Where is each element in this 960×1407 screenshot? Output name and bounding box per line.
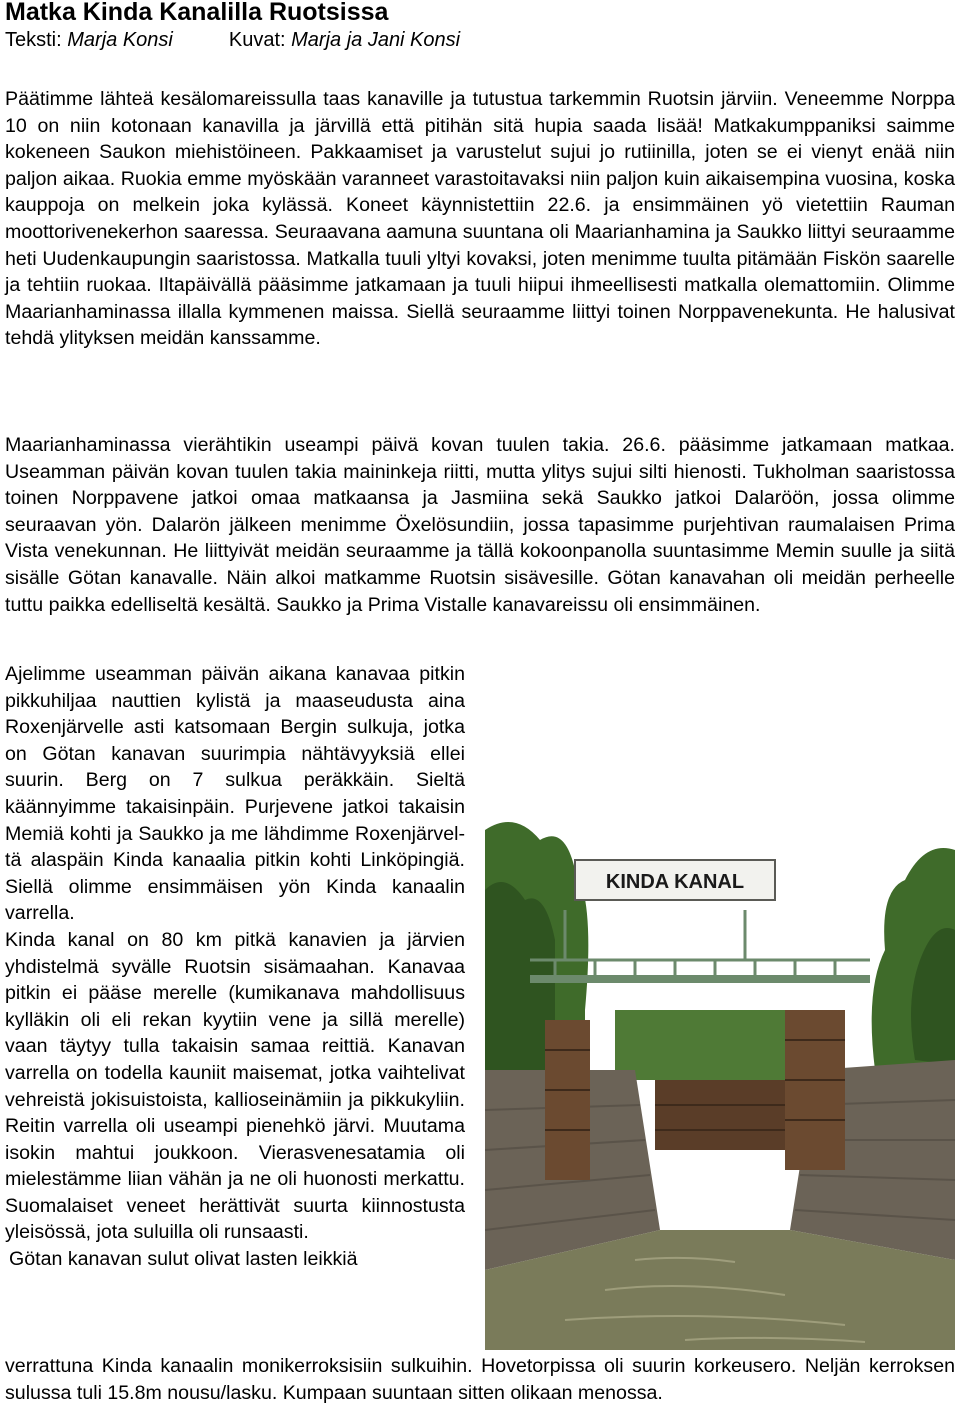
photo-author: Marja ja Jani Konsi bbox=[291, 29, 461, 51]
lock-gate-center bbox=[655, 1080, 785, 1150]
canal-lock-illustration bbox=[485, 810, 955, 1350]
paragraph-3-column bbox=[5, 661, 465, 1273]
photo-credit-label: Kuvat: bbox=[228, 29, 292, 51]
lock-gate-left bbox=[545, 1020, 590, 1180]
text-credit-label: Teksti: bbox=[5, 29, 68, 51]
paragraph-1: Päätimme lähteä kesälomareissulla taas kanaville ja tutustua tarkemmin Ruotsin järviin. Veneemme Norppa 10 on niin kotonaan kanavilla ja järvillä että pitihän sitä hupia saada lisää! Matkakumppaniksi saimme kokeneen Saukon miehistöineen. Pakkaamiset ja varustelut sujui jo rutiinilla, joten se ei vienyt enää niin paljon aikaa. Ruokia emme myöskään varanneet varastoitavaksi niin paljon kuin aikaisempina vuosina, koska kauppoja on melkein joka kylässä. Koneet käynnistettiin 22.6. ja ensimmäinen yö vietettiin Rauman moottorivenekerhon saaressa. Seuraavana aamuna suuntana oli Maarianhamina ja Saukko liittyi seuraamme heti Uudenkaupungin saaristossa. Matkalla tuuli yltyi kovaksi, joten menimme tuulta pitämään Fiskön saarelle ja tehtiin ruokaa. Iltapäivällä pääsimme jatkamaan ja tuuli hiipui ihmeellisesti matkalla olemattomiin. Olimme Maarianhaminassa illalla kymmenen maissa. Siellä seuraamme liittyi toinen Norppavenekunta. He halusivat tehdä ylityksen meidän kanssamme. bbox=[5, 88, 955, 350]
text-author: Marja Konsi bbox=[67, 29, 173, 51]
paragraph-3b: Kinda kanal on 80 km pitkä kanavien ja järvien yhdistelmä syvälle Ruotsin sisämaahan. Kanavaa pitkin ei pääse merelle (kumikanava mahdollisuus kylläkin oli eli rekan kyytiin vene ja sillä merelle) vaan täytyy tulla takaisin samaa reittiä. Kanavan varrella on todella kauniit maisemat, jotka vaihtelivat vehreistä jokisuistoista, kallioseinämiin ja pikkukyliin. Reitin varrella oli useampi pienehkö järvi. Muutama isokin mahtui joukkoon. Vierasvenesatamia oli mielestämme liian vähän ja ne oli huonosti merkattu. Suomalaiset veneet herättivät suurta kiinnostusta yleisössä, jota suluilla oli runsaasti. bbox=[5, 928, 465, 1244]
paragraph-4: verrattuna Kinda kanaalin monikerroksisiin sulkuihin. Hovetorpissa oli suurin korkeusero. Neljän kerroksen sulussa tuli 15.8m nousu/lasku. Kumpaan suuntaan sitten olikaan menossa. bbox=[5, 1355, 955, 1404]
canal-lock-photo bbox=[485, 810, 955, 1350]
footbridge bbox=[530, 975, 870, 983]
article-title: Matka Kinda Kanalilla Ruotsissa bbox=[5, 0, 389, 26]
byline bbox=[5, 27, 460, 53]
paragraph-3: Ajelimme useamman päivän aikana kanavaa pitkin pikkuhiljaa nauttien kylistä ja maaseudusta aina Roxenjärvelle asti katsomaan Bergin sulkuja, jotka on Götan kanavan suurimpia nähtävyyksiä ellei suurin. Berg on 7 sulkua peräkkäin. Sieltä käännyimme takaisinpäin. Purjevene jatkoi takaisin Memiä kohti ja Saukko ja me lähdimme Roxenjärveltä alaspäin Kinda kanaalia pitkin kohti Linköpingiä. Siellä olimme ensimmäisen yön Kinda kanaalin varrella. bbox=[5, 663, 465, 925]
paragraph-4-start: Götan kanavan sulut olivat lasten leikkiä bbox=[9, 1248, 358, 1271]
sign-text: KINDA KANAL bbox=[605, 871, 745, 893]
lock-gate-right bbox=[785, 1010, 845, 1170]
paragraph-2: Maarianhaminassa vierähtikin useampi päivä kovan tuulen takia. 26.6. pääsimme jatkamaan matkaa. Useamman päivän kovan tuulen takia maininkeja riitti, mutta ylitys sujui silti hienosti. Tukholman saaristossa toinen Norppavene jatkoi omaa matkaansa ja Jasmiina sekä Saukko jatkoi Dalaröön, jossa olimme seuraavan yön. Dalarön jälkeen menimme Öxelösundiin, jossa tapasimme purjehtivan raumalaisen Prima Vista venekunnan. He liittyivät meidän seuraamme ja tällä kokoonpanolla suuntasimme Memin suulle ja siitä sisälle Götan kanavalle. Näin alkoi matkamme Ruotsin sisävesille. Götan kanavahan oli meidän perheelle tuttu paikka edelliseltä kesältä. Saukko ja Prima Vistalle kanavareissu oli ensimmäinen. bbox=[5, 434, 955, 616]
